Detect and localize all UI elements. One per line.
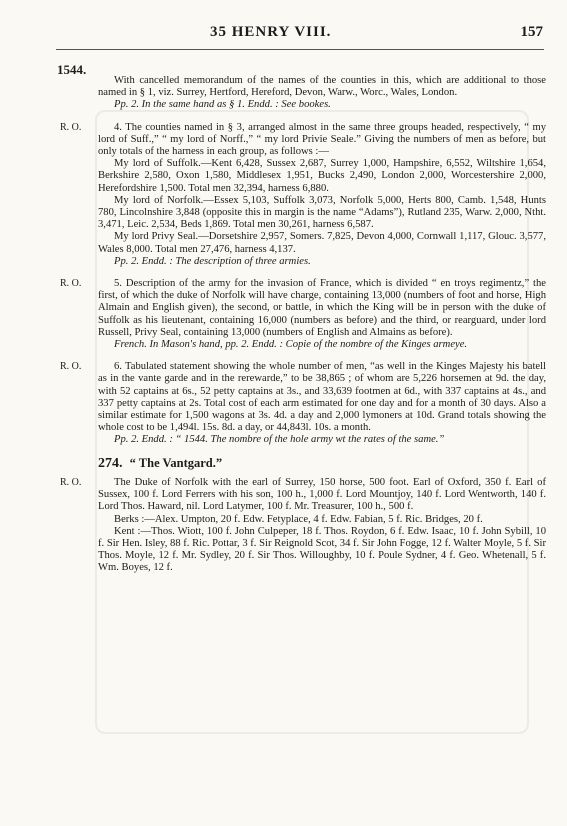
entry-paragraph: 6. Tabulated statement showing the whole number of men, “as well in the Kinges Majesty his batell as in the vante garde and in the rerewarde,” to be 38,865 ; of whom are 5,226 horsemen at 9d. the day, with 52 captains at 6s., 52 petty captains at 3s., and 33,639 footmen at 6d., with 337 captains at 4s., and 337 petty captains at 2s. Total cost of each arm estimated for one day and for a month of 30 days. Also a similar estimate for 1,500 wagons at 3s. 4d. a day and 2,000 lymoners at 10d. Grand totals showing the whole cost to be 1,494l. 15s. 8d. a day, or 44,843l. 10s. a month. <box>98 361 546 434</box>
entry-note: Pp. 2. Endd. : “ 1544. The nombre of the hole army wt the rates of the same.” <box>114 434 445 446</box>
entry-paragraph: Kent :—Thos. Wiott, 100 f. John Culpeper, 18 f. Thos. Roydon, 6 f. Edw. Isaac, 10 f. John Sybill, 10 f. Sir Hen. Isley, 88 f. Ric. Pottar, 3 f. Sir Reignold Scot, 34 f. Sir John Fogge, 12 f. Walter Moyle, 5 f. Sir Thos. Moyle, 12 f. Mr. Sydley, 20 f. Sir Thos. Willoughby, 10 f. Poule Sydner, 4 f. Geo. Whetenall, 5 f. Wm. Boyes, 12 f. <box>98 525 546 574</box>
entry-paragraph: My lord of Suffolk.—Kent 6,428, Sussex 2,687, Surrey 1,000, Hampshire, 6,552, Wiltshire 1,654, Berkshire 2,580, Oxon 1,580, Middlesex 1,951, Bucks 2,490, London 2,000, Worcestershire 2,000, Herefordshire 1,500. Total men 32,394, harness 6,880. <box>98 158 546 194</box>
entry-paragraph: The Duke of Norfolk with the earl of Surrey, 150 horse, 500 foot. Earl of Oxford, 350 f. Earl of Sussex, 100 f. Lord Ferrers with his son, 100 h., 1,000 f. Lord Mountjoy, 140 f. Lord Wentworth, 140 f. Lord Thos. Haward, nil. Lord Latymer, 100 f. Mr. Treasurer, 100 h., 500 f. <box>98 476 546 513</box>
section-number: 274. <box>98 455 123 471</box>
margin-label: R. O. <box>60 121 82 133</box>
section-title: “ The Vantgard.” <box>129 455 223 470</box>
section-heading <box>60 457 546 470</box>
year-marker: 1544. <box>57 62 87 77</box>
entry-paragraph: 5. Description of the army for the invasion of France, which is divided “ en troys regimentz,” the first, of which the duke of Norfolk will have charge, containing 13,000 (numbers of foot and horse, High Almain and English given), the second, or battle, in which the King will be in person with the duke of Suffolk as his lieutenant, containing 16,000 (numbers as before) and the third, or rearguard, under lord Russell, Privy Seal, containing 13,000 (numbers of English and Almains as before). <box>98 278 546 338</box>
entry <box>60 361 546 446</box>
running-head: 35 HENRY VIII. <box>210 24 332 40</box>
entry-paragraph: 4. The counties named in § 3, arranged almost in the same three groups headed, respectively, “ my lord of Suff.,” “ my lord of Norff.,” “ my lord Privie Seale.” Giving the numbers of men as before, but only totals of the harness in each group, as follows :— <box>98 121 546 158</box>
entry <box>60 477 546 575</box>
entry <box>60 278 546 351</box>
entry-paragraph: With cancelled memorandum of the names of the counties in this, which are additional to those named in § 1, viz. Surrey, Hertford, Hereford, Devon, Warw., Worc., Wales, London. <box>98 75 546 99</box>
page-header <box>0 24 567 50</box>
entry-note: French. In Mason's hand, pp. 2. Endd. : Copie of the nombre of the Kinges armeye. <box>114 339 468 351</box>
margin-label: R. O. <box>60 476 82 488</box>
entry-paragraph: My lord of Norfolk.—Essex 5,103, Suffolk 3,073, Norfolk 5,000, Herts 800, Camb. 1,548, Hunts 780, Lincolnshire 3,848 (opposite this in margin is the name “Adams”), Rutland 235, Warw. 2,000, Ntht. 3,471, Leic. 2,534, Beds 1,869. Total men 30,261, harness 6,587. <box>98 194 546 231</box>
header-rule <box>56 49 544 50</box>
entry-note: Pp. 2. Endd. : The description of three armies. <box>114 255 311 267</box>
entry <box>60 75 546 112</box>
entry <box>60 122 546 268</box>
document-body <box>60 75 546 585</box>
entry-paragraph: Berks :—Alex. Umpton, 20 f. Edw. Fetyplace, 4 f. Edw. Fabian, 5 f. Ric. Bridges, 20 f. <box>114 513 483 525</box>
page-number: 157 <box>520 24 543 40</box>
entry-paragraph: My lord Privy Seal.—Dorsetshire 2,957, Somers. 7,825, Devon 4,000, Cornwall 1,117, Glouc. 3,577, Wales 8,000. Total men 27,476, harness 4,137. <box>98 231 546 255</box>
entry-note: Pp. 2. In the same hand as § 1. Endd. : See bookes. <box>114 99 331 111</box>
margin-label: R. O. <box>60 361 82 373</box>
margin-label: R. O. <box>60 278 82 290</box>
